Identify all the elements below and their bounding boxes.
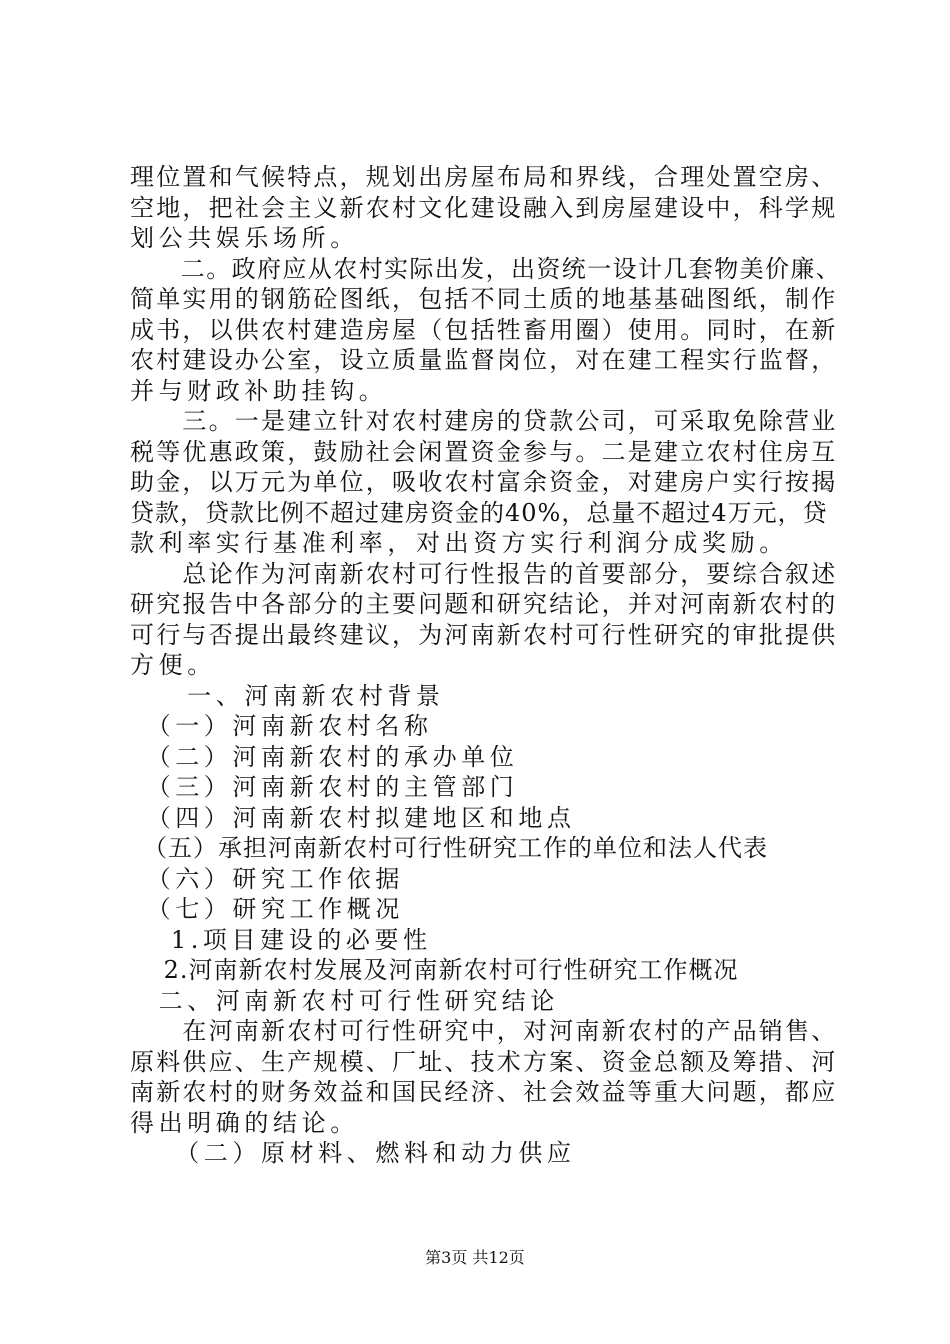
section-heading: （二）原材料、燃料和动力供应 xyxy=(130,1139,576,1167)
list-item: （四）河南新农村拟建地区和地点 xyxy=(130,803,576,832)
section-heading: 二、河南新农村可行性研究结论 xyxy=(130,986,559,1015)
document-body xyxy=(130,162,842,1169)
text-line: 三。一是建立针对农村建房的贷款公司，可采取免除营业 xyxy=(130,407,838,435)
text-line: 并与财政补助挂钩。 xyxy=(130,376,388,405)
text-line: 在河南新农村可行性研究中，对河南新农村的产品销售、 xyxy=(130,1017,838,1045)
text-line: 二。政府应从农村实际出发，出资统一设计几套物美价廉、 xyxy=(130,254,842,283)
list-item: （一）河南新农村名称 xyxy=(130,712,433,740)
list-item: 1.项目建设的必要性 xyxy=(130,925,432,954)
text-line: 空地，把社会主义新农村文化建设融入到房屋建设中，科学规 xyxy=(130,193,838,222)
text-line: 农村建设办公室，设立质量监督岗位，对在建工程实行监督， xyxy=(130,346,838,374)
text-line: 助金，以万元为单位，吸收农村富余资金，对建房户实行按揭 xyxy=(130,468,838,496)
text-line: 款利率实行基准利率，对出资方实行利润分成奖励。 xyxy=(130,529,788,557)
text-line: 划公共娱乐场所。 xyxy=(130,224,359,252)
list-item: （三）河南新农村的主管部门 xyxy=(130,773,519,801)
text-line: 方便。 xyxy=(130,651,216,679)
text-line: 成书，以供农村建造房屋（包括牲畜用圈）使用。同时，在新 xyxy=(130,315,838,344)
text-line: 理位置和气候特点，规划出房屋布局和界线，合理处置空房、 xyxy=(130,163,838,191)
page-indicator: 第3页 共12页 xyxy=(425,1248,525,1267)
text-line: 南新农村的财务效益和国民经济、社会效益等重大问题，都应 xyxy=(130,1078,838,1106)
text-line: 税等优惠政策，鼓励社会闲置资金参与。二是建立农村住房互 xyxy=(130,437,838,466)
list-item: （六）研究工作依据 xyxy=(130,864,404,893)
list-item: （五）承担河南新农村可行性研究工作的单位和法人代表 xyxy=(130,834,768,862)
text-line: 可行与否提出最终建议，为河南新农村可行性研究的审批提供 xyxy=(130,620,838,649)
section-heading: 一、河南新农村背景 xyxy=(130,681,445,710)
list-item: （二）河南新农村的承办单位 xyxy=(130,742,519,771)
text-line: 得出明确的结论。 xyxy=(130,1108,359,1137)
list-item: （七）研究工作概况 xyxy=(130,895,404,923)
text-line: 简单实用的钢筋砼图纸，包括不同土质的地基基础图纸，制作 xyxy=(130,285,838,313)
list-item: 2.河南新农村发展及河南新农村可行性研究工作概况 xyxy=(130,956,739,984)
text-line: 研究报告中各部分的主要问题和研究结论，并对河南新农村的 xyxy=(130,590,838,618)
text-line: 原料供应、生产规模、厂址、技术方案、资金总额及筹措、河 xyxy=(130,1047,838,1076)
text-line: 贷款，贷款比例不超过建房资金的40%，总量不超过4万元，贷 xyxy=(130,498,828,527)
text-line: 总论作为河南新农村可行性报告的首要部分，要综合叙述 xyxy=(130,559,838,588)
